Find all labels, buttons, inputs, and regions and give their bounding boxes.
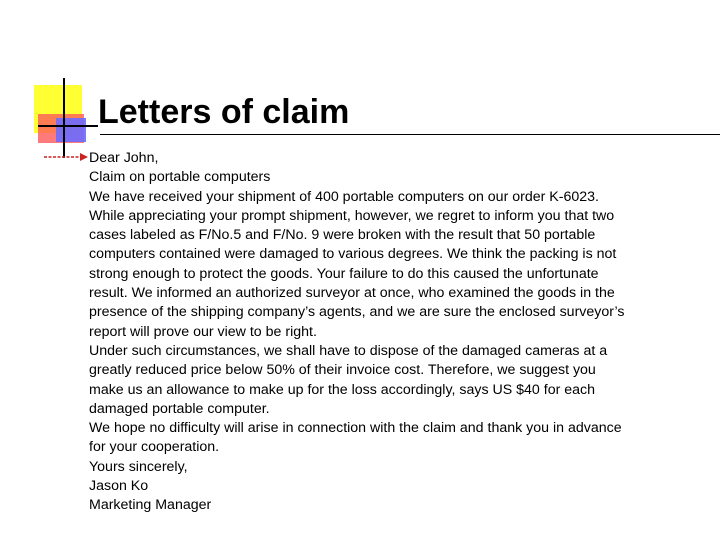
subject-line: Claim on portable computers xyxy=(89,169,271,186)
body-line: result. We informed an authorized surveyor at once, who examined the goods in the xyxy=(89,285,615,302)
body-line: damaged portable computer. xyxy=(89,400,270,417)
body-line: Under such circumstances, we shall have to dispose of the damaged cameras at a xyxy=(89,342,608,359)
body-line: cases labeled as F/No.5 and F/No. 9 were broken with the result that 50 portable xyxy=(89,227,596,244)
horizontal-line xyxy=(38,125,98,127)
body-line: computers contained were damaged to various degrees. We think the packing is not xyxy=(89,246,617,263)
body-line: We have received your shipment of 400 portable computers on our order K-6023. xyxy=(89,188,599,205)
title-underline xyxy=(100,134,720,135)
blue-square xyxy=(56,118,86,142)
body-line: greatly reduced price below 50% of their invoice cost. Therefore, we suggest you xyxy=(89,362,596,379)
signature-title: Marketing Manager xyxy=(89,497,212,514)
letter-body xyxy=(89,149,699,516)
vertical-line xyxy=(63,78,65,158)
body-line: strong enough to protect the goods. Your failure to do this caused the unfortunate xyxy=(89,265,599,282)
body-line: report will prove our view to be right. xyxy=(89,323,317,340)
closing-line: Yours sincerely, xyxy=(89,458,188,475)
signature-name: Jason Ko xyxy=(89,478,149,495)
body-line: for your cooperation. xyxy=(89,439,220,456)
body-line: make us an allowance to make up for the loss accordingly, says US $40 for each xyxy=(89,381,596,398)
title-decoration xyxy=(0,0,100,170)
arrow-bullet-icon xyxy=(44,152,88,162)
greeting-line: Dear John, xyxy=(89,150,159,166)
body-line: We hope no difficulty will arise in connection with the claim and thank you in advance xyxy=(89,420,622,437)
slide-title: Letters of claim xyxy=(98,93,350,131)
body-line: presence of the shipping company’s agents, and we are sure the enclosed surveyor’s xyxy=(89,304,625,321)
body-line: While appreciating your prompt shipment, however, we regret to inform you that two xyxy=(89,207,615,224)
